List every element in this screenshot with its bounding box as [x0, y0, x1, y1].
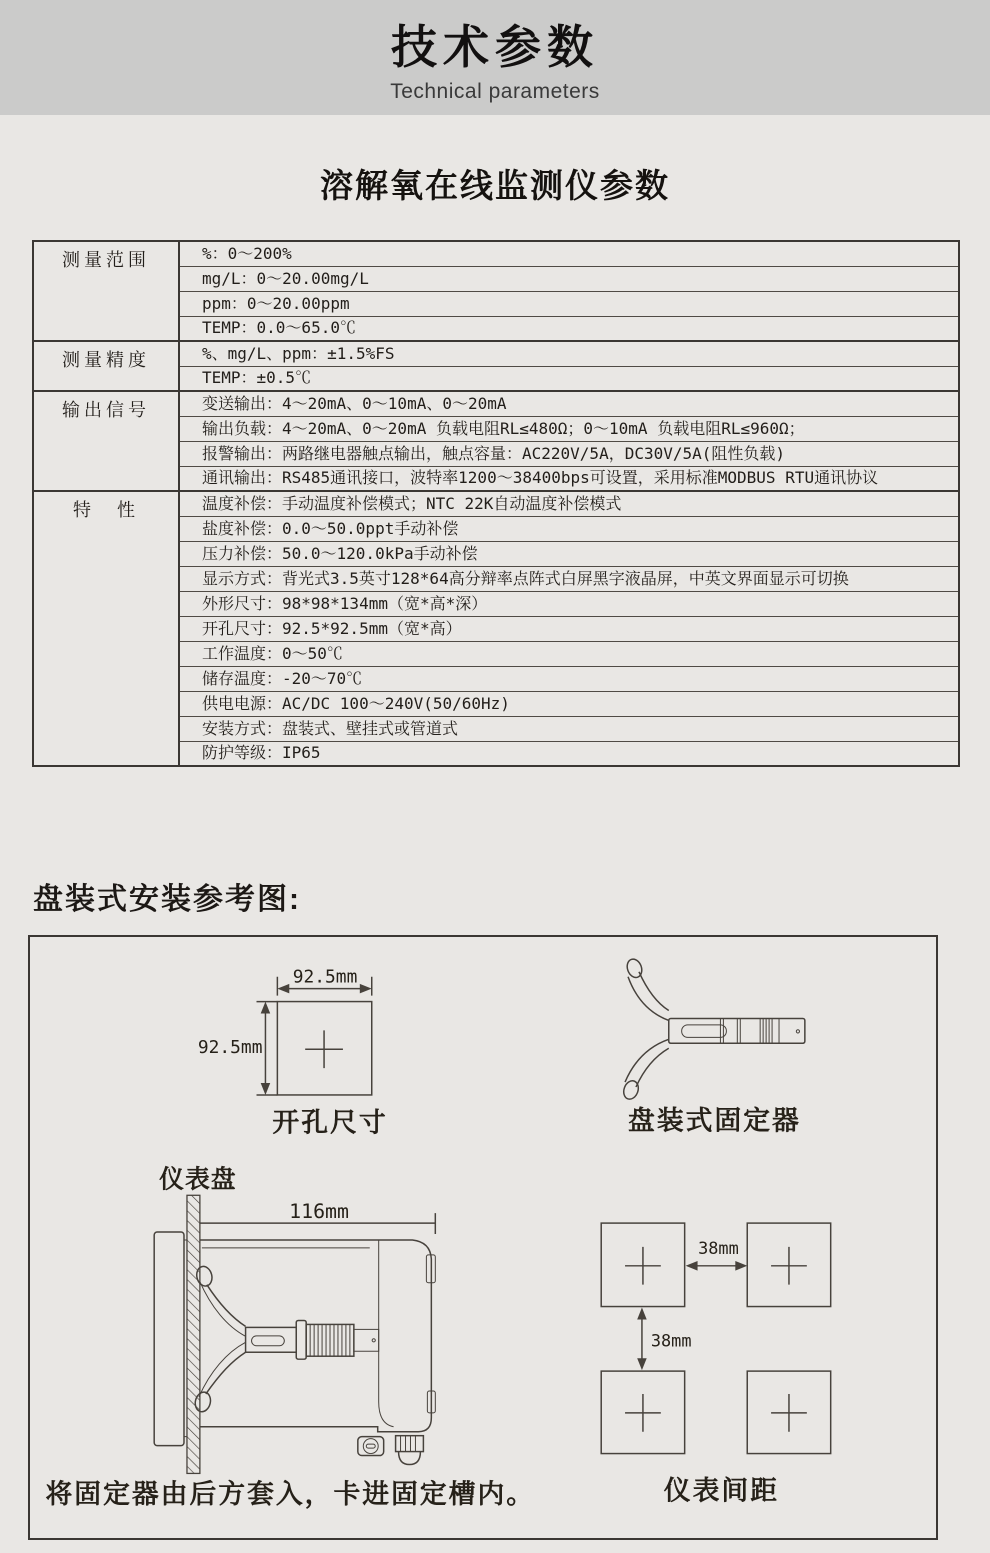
depth-dim: 116mm [289, 1200, 349, 1224]
spec-value: ppm：0～20.00ppm [179, 291, 959, 316]
spec-section-features [33, 491, 959, 766]
spec-value: mg/L：0～20.00mg/L [179, 266, 959, 291]
panel-fixer-drawing [621, 957, 805, 1136]
spec-value: 开孔尺寸：92.5*92.5mm（宽*高） [179, 616, 959, 641]
spec-category-label: 特 性 [33, 491, 179, 766]
cutout-size-drawing [198, 967, 388, 1138]
spacing-h-dim: 38mm [698, 1237, 739, 1258]
table-row [33, 491, 959, 516]
spec-value: 盐度补偿：0.0～50.0ppt手动补偿 [179, 516, 959, 541]
spec-value: 显示方式：背光式3.5英寸128*64高分辩率点阵式白屏黑字液晶屏，中英文界面显示可切换 [179, 566, 959, 591]
spec-value: TEMP：±0.5℃ [179, 366, 959, 391]
spec-value: 防护等级：IP65 [179, 741, 959, 766]
spec-value: 输出负载：4～20mA、0～20mA 负载电阻RL≤480Ω；0～10mA 负载电阻RL≤960Ω； [179, 416, 959, 441]
spec-value: 变送输出：4～20mA、0～10mA、0～20mA [202, 393, 507, 413]
spec-value: 通讯输出：RS485通讯接口，波特率1200～38400bps可设置，采用标准MODBUS RTU通讯协议 [179, 466, 959, 491]
section-title: 溶解氧在线监测仪参数 [320, 167, 670, 204]
spec-value: 温度补偿：手动温度补偿模式；NTC 22K自动温度补偿模式 [202, 493, 622, 513]
spec-value: TEMP：0.0～65.0℃ [179, 316, 959, 341]
cutout-height-dim: 92.5mm [197, 1037, 263, 1059]
table-row [33, 341, 959, 366]
spec-category-label: 测量精度 [33, 341, 179, 391]
spec-value: 工作温度：0～50℃ [179, 641, 959, 666]
cutout-size-caption: 开孔尺寸 [272, 1107, 388, 1138]
panel-wall-label: 仪表盘 [159, 1166, 237, 1194]
table-row [33, 241, 959, 266]
spec-value: 外形尺寸：98*98*134mm（宽*高*深） [179, 591, 959, 616]
spec-value: %、mg/L、ppm：±1.5%FS [202, 343, 395, 363]
mount-instruction-caption: 将固定器由后方套入，卡进固定槽内。 [45, 1479, 536, 1510]
instrument-spacing-drawing [601, 1223, 830, 1505]
spec-value: 压力补偿：50.0～120.0kPa手动补偿 [179, 541, 959, 566]
spec-value: %：0～200% [202, 243, 292, 263]
spec-value: 安装方式：盘装式、壁挂式或管道式 [179, 716, 959, 741]
spec-section-output [33, 391, 959, 491]
page-subtitle: Technical parameters [390, 80, 600, 103]
installation-diagram-svg [30, 937, 936, 1538]
header-band [0, 0, 990, 115]
spec-category-label: 输出信号 [33, 391, 179, 491]
spec-value: 报警输出：两路继电器触点输出，触点容量：AC220V/5A，DC30V/5A(阻性负载) [179, 441, 959, 466]
panel-fixer-caption: 盘装式固定器 [628, 1105, 801, 1136]
instrument-side-view [45, 1164, 535, 1510]
spec-section-accuracy [33, 341, 959, 391]
diagram-heading: 盘装式安装参考图: [33, 883, 301, 916]
table-row [33, 391, 959, 416]
spec-category-label: 测量范围 [33, 241, 179, 341]
spec-table [32, 240, 960, 767]
cutout-width-dim: 92.5mm [292, 966, 358, 988]
spec-value: 供电电源：AC/DC 100～240V(50/60Hz) [179, 691, 959, 716]
spacing-v-dim: 38mm [650, 1330, 692, 1351]
instrument-spacing-caption: 仪表间距 [663, 1475, 780, 1506]
panel-mount-diagram [28, 935, 938, 1540]
spec-value: 储存温度：-20～70℃ [179, 666, 959, 691]
spec-section-range [33, 241, 959, 341]
page-title: 技术参数 [391, 21, 599, 73]
